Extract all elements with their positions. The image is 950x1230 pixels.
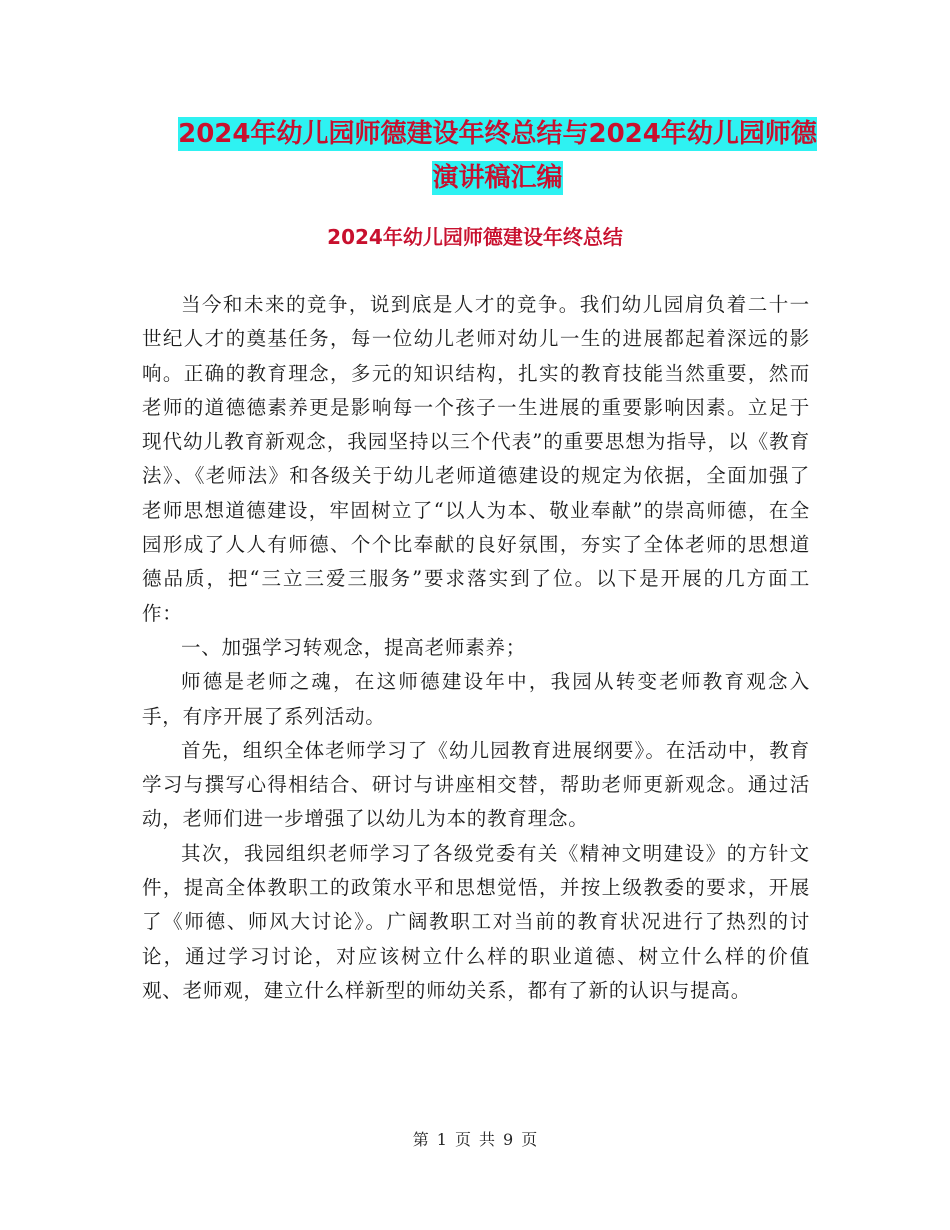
page-footer <box>0 1127 950 1150</box>
footer-total-pages: 9 <box>503 1130 514 1149</box>
footer-page-unit: 页 <box>454 1130 471 1149</box>
paragraph-heading-1: 一、加强学习转观念，提高老师素养； <box>181 635 527 659</box>
title-line-1: 2024年幼儿园师德建设年终总结与2024年幼儿园师德 <box>178 119 817 149</box>
footer-total-label: 共 <box>479 1130 496 1149</box>
paragraph: 师德是老师之魂，在这师德建设年中，我园从转变老师教育观念入手，有序开展了系列活动。 <box>142 670 810 728</box>
paragraph: 其次，我园组织老师学习了各级党委有关《精神文明建设》的方针文件，提高全体教职工的政策水平和思想觉悟，并按上级教委的要求，开展了《师德、师风大讨论》。广阔教职工对当前的教育状况进行了热烈的讨论，通过学习讨论，对应该树立什么样的职业道德、树立什么样的价值观、老师观，建立什么样新型的师幼关系，都有了新的认识与提高。 <box>142 841 810 1002</box>
document-title <box>140 112 855 200</box>
footer-total-unit: 页 <box>521 1130 538 1149</box>
paragraph-intro: 当今和未来的竞争，说到底是人才的竞争。我们幼儿园肩负着二十一世纪人才的奠基任务，每一位幼儿老师对幼儿一生的进展都起着深远的影响。正确的教育理念，多元的知识结构，扎实的教育技能当然重要，然而老师的道德德素养更是影响每一个孩子一生进展的重要影响因素。立足于现代幼儿教育新观念，我园坚持以三个代表”的重要思想为指导，以《教育法》、《老师法》和各级关于幼儿老师道德建设的规定为依据，全面加强了老师思想道德建设，牢固树立了“以人为本、敬业奉献”的崇高师德，在全园形成了人人有师德、个个比奉献的良好氛围，夯实了全体老师的思想道德品质，把“三立三爱三服务”要求落实到了位。以下是开展的几方面工作： <box>142 293 810 625</box>
section-title: 2024年幼儿园师德建设年终总结 <box>327 225 623 249</box>
document-body <box>142 288 810 1008</box>
footer-page-number: 1 <box>436 1130 447 1149</box>
paragraph: 首先，组织全体老师学习了《幼儿园教育进展纲要》。在活动中，教育学习与撰写心得相结合、研讨与讲座相交替，帮助老师更新观念。通过活动，老师们进一步增强了以幼儿为本的教育理念。 <box>142 738 810 831</box>
title-line-2: 演讲稿汇编 <box>432 163 563 193</box>
footer-page-label: 第 <box>412 1130 429 1149</box>
